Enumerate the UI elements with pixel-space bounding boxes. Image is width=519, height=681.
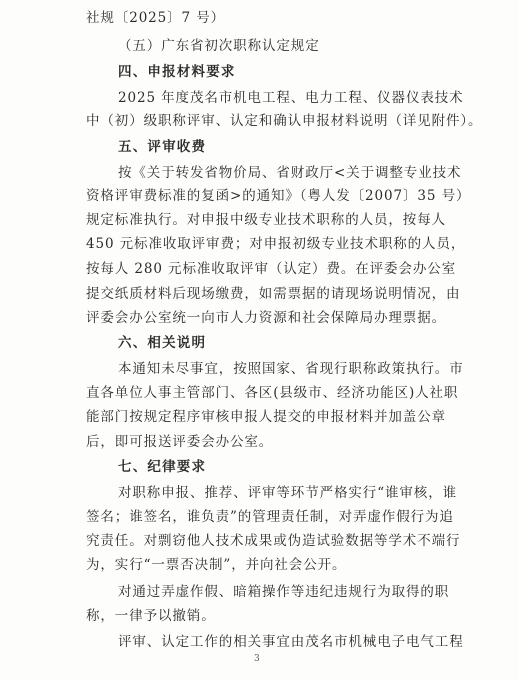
text-line: 社规〔2025〕7 号） — [86, 10, 226, 26]
section-heading: 四、申报材料要求 — [118, 64, 236, 80]
text-line: 本通知未尽事宜，按照国家、省现行职称政策执行。市 — [118, 361, 464, 377]
text-line: 2025 年度茂名市机电工程、电力工程、仪器仪表技术 — [118, 90, 464, 106]
text-line: 评审、认定工作的相关事宜由茂名市机械电子电气工程 — [118, 634, 464, 650]
text-line: 450 元标准收取评审费；对申报初级专业技术职称的人员， — [86, 236, 466, 252]
text-line: 直各单位人事主管部门、各区(县级市、经济功能区)人社职 — [86, 385, 459, 401]
text-line: 按《关于转发省物价局、省财政厅<关于调整专业技术 — [118, 165, 462, 181]
text-line: 规定标准执行。对申报中级专业技术职称的人员，按每人 — [86, 212, 446, 228]
text-line: 签名；谁签名，谁负责”的管理责任制，对弄虚作假行为追 — [86, 509, 454, 525]
text-line: 中（初）级职称评审、认定和确认申报材料说明（详见附件）。 — [86, 113, 483, 129]
section-heading: 六、相关说明 — [118, 335, 207, 351]
text-line: 称，一律予以撤销。 — [86, 608, 216, 624]
page-number: 3 — [254, 654, 260, 664]
section-heading: 五、评审收费 — [118, 139, 207, 155]
section-heading: 七、纪律要求 — [118, 459, 207, 475]
text-line: 究责任。对剽窃他人技术成果或伪造试验数据等学术不端行 — [86, 533, 461, 549]
text-line: 提交纸质材料后现场缴费，如需票据的请现场说明情况，由 — [86, 286, 461, 302]
text-line: 能部门按规定程序审核申报人提交的申报材料并加盖公章 — [86, 409, 446, 425]
text-line: 为，实行“一票否决制”，并向社会公开。 — [86, 557, 347, 573]
text-line: 后，即可报送评委会办公室。 — [86, 434, 274, 450]
text-line: 评委会办公室统一向市人力资源和社会保障局办理票据。 — [86, 310, 446, 326]
text-line: 按每人 280 元标准收取评审（认定）费。在评委会办公室 — [86, 261, 457, 277]
text-line: 资格评审费标准的复函>的通知》（粤人发〔2007〕35 号） — [86, 188, 471, 204]
text-line: 对通过弄虚作假、暗箱操作等违纪违规行为取得的职 — [118, 584, 450, 600]
text-line: （五）广东省初次职称认定规定 — [118, 38, 320, 54]
text-line: 对职称申报、推荐、评审等环节严格实行“谁审核，谁 — [118, 485, 458, 501]
